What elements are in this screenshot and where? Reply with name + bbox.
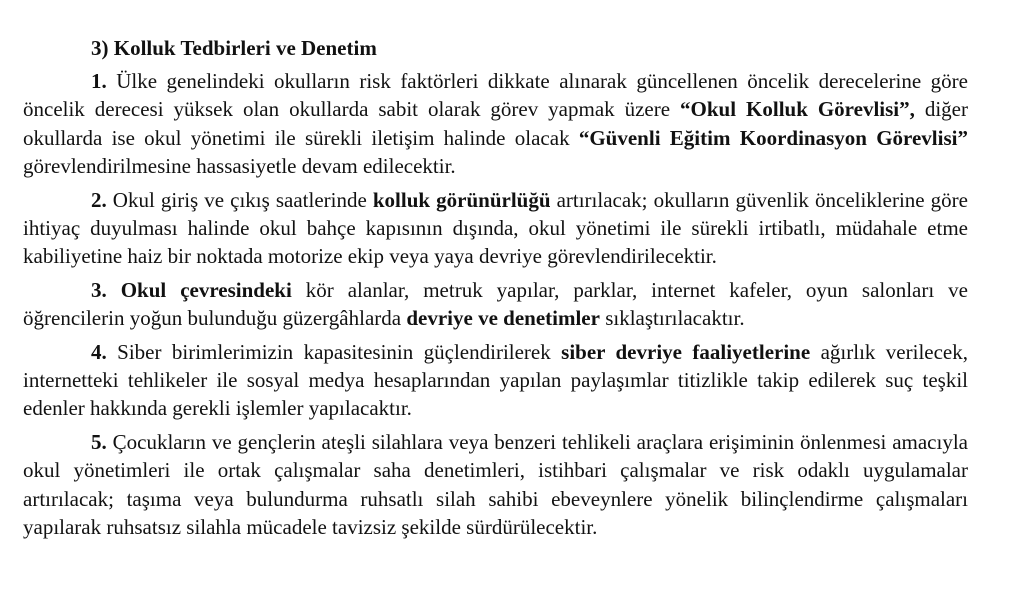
- paragraph-3: [23, 276, 968, 333]
- para-4-seg-1: Siber birimlerimizin kapasitesinin güçlendirilerek: [106, 339, 562, 364]
- para-3-seg-1: kör alanlar, metruk yapılar, parklar, internet kafeler, oyun salonları ve öğrencilerin yoğun bulunduğu güzergâhlarda: [23, 277, 968, 331]
- section-heading: 3) Kolluk Tedbirleri ve Denetim: [91, 36, 377, 60]
- paragraph-1: [23, 67, 968, 181]
- para-4-seg-2: siber devriye faaliyetlerine: [561, 339, 811, 364]
- para-3-seg-0: 3. Okul çevresindeki: [91, 277, 292, 302]
- para-1-seg-2: “Okul Kolluk Görevlisi”,: [680, 97, 915, 122]
- para-2-seg-3: artırılacak; okulların güvenlik önceliklerine göre ihtiyaç duyulması halinde okul bahçe kapısının dışında, okul yönetimi ile sürekli irtibatlı, müdahale etme kabiliyetine haiz bir noktada motorize ekip veya yaya devriye görevlendirilecektir.: [23, 187, 968, 269]
- para-2-seg-1: Okul giriş ve çıkış saatlerinde: [106, 187, 373, 212]
- paragraph-2: [23, 186, 968, 271]
- para-4-seg-0: 4.: [91, 339, 107, 364]
- para-1-seg-1: Ülke genelindeki okulların risk faktörleri dikkate alınarak güncellenen öncelik derecelerine göre öncelik derecesi yüksek olan okullarda sabit olarak görev yapmak üzere: [23, 69, 968, 122]
- para-1-seg-4: “Güvenli Eğitim Koordinasyon Görevlisi”: [578, 125, 968, 150]
- paragraph-5: [23, 428, 968, 542]
- para-1-seg-5: görevlendirilmesine hassasiyetle devam edilecektir.: [23, 154, 456, 179]
- para-2-seg-2: kolluk görünürlüğü: [372, 187, 551, 212]
- para-3-seg-2: devriye ve denetimler: [406, 306, 600, 331]
- paragraph-4: [23, 338, 968, 423]
- para-1-seg-3: diğer okullarda ise okul yönetimi ile sürekli iletişim halinde olacak: [23, 97, 968, 150]
- para-5-seg-0: 5.: [91, 429, 107, 454]
- para-1-seg-0: 1.: [91, 69, 107, 93]
- para-4-seg-3: ağırlık verilecek, internetteki tehlikeler ile sosyal medya hesaplarından yapılan paylaşımlar titizlikle takip edilerek suç teşkil edenler hakkında gerekli işlemler yapılacaktır.: [23, 339, 969, 421]
- para-3-seg-3: sıklaştırılacaktır.: [599, 306, 745, 331]
- para-5-seg-1: Çocukların ve gençlerin ateşli silahlara veya benzeri tehlikeli araçlara erişiminin önlenmesi amacıyla okul yönetimleri ile ortak çalışmalar saha denetimleri, istihbari çalışmalar ve risk odaklı uygulamalar artırılacak; taşıma veya bulundurma ruhsatlı silah sahibi ebeveynlere yönelik bilinçlendirme çalışmaları yapılarak ruhsatsız silahla mücadele tavizsiz şekilde sürdürülecektir.: [23, 429, 968, 540]
- para-2-seg-0: 2.: [91, 187, 107, 212]
